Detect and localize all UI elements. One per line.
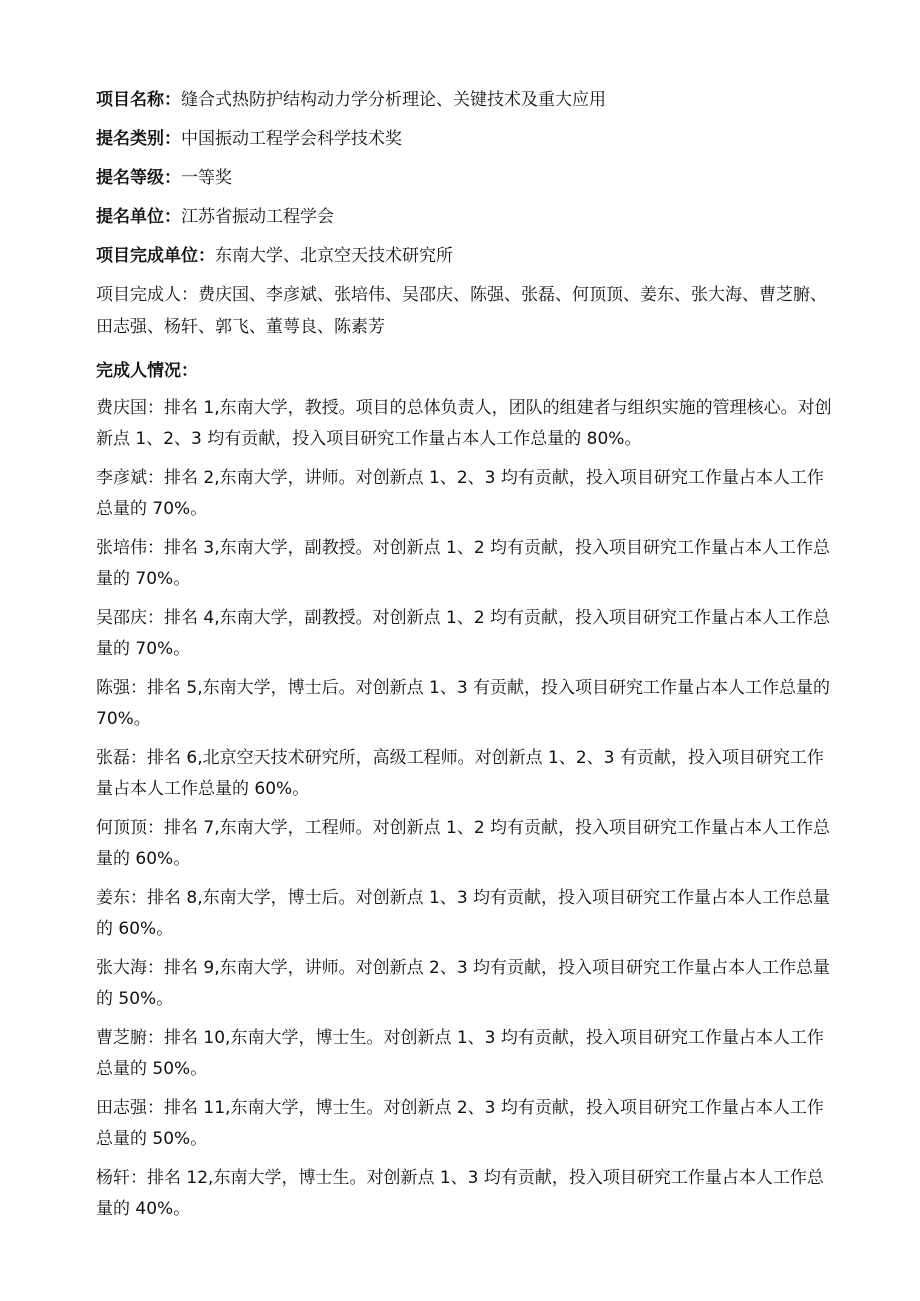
nomination-unit-value: 江苏省振动工程学会 bbox=[181, 207, 334, 227]
person-entry bbox=[96, 603, 832, 665]
nomination-unit-label: 提名单位： bbox=[96, 207, 181, 227]
person-name: 张大海 bbox=[96, 958, 147, 978]
project-name-label: 项目名称： bbox=[96, 90, 181, 110]
person-description: ：排名 1,东南大学，教授。项目的总体负责人，团队的组建者与组织实施的管理核心。对创新点 1、2、3 均有贡献，投入项目研究工作量占本人工作总量的 80%。 bbox=[96, 398, 832, 449]
person-entry bbox=[96, 1023, 832, 1085]
person-description: ：排名 3,东南大学，副教授。对创新点 1、2 均有贡献，投入项目研究工作量占本人工作总量的 70%。 bbox=[96, 538, 831, 589]
section-title: 完成人情况： bbox=[96, 361, 198, 381]
person-name: 费庆国 bbox=[96, 398, 147, 418]
person-entry bbox=[96, 1163, 832, 1225]
person-entry bbox=[96, 1093, 832, 1155]
completion-unit-label: 项目完成单位： bbox=[96, 246, 215, 266]
person-name: 张培伟 bbox=[96, 538, 147, 558]
document-page bbox=[96, 84, 832, 1233]
completers-value: 费庆国、李彦斌、张培伟、吴邵庆、陈强、张磊、何顶顶、姜东、张大海、曹芝腑、田志强、杨轩、郭飞、董萼良、陈素芳 bbox=[96, 285, 827, 337]
person-description: ：排名 6,北京空天技术研究所，高级工程师。对创新点 1、2、3 有贡献，投入项目研究工作量占本人工作总量的 60%。 bbox=[96, 748, 824, 799]
person-description: ：排名 12,东南大学，博士生。对创新点 1、3 均有贡献，投入项目研究工作量占本人工作总量的 40%。 bbox=[96, 1168, 824, 1219]
person-entry bbox=[96, 953, 832, 1015]
completion-unit-value: 东南大学、北京空天技术研究所 bbox=[215, 246, 453, 266]
project-name-line bbox=[96, 84, 832, 116]
nomination-level-line bbox=[96, 162, 832, 194]
person-entry bbox=[96, 883, 832, 945]
person-description: ：排名 4,东南大学，副教授。对创新点 1、2 均有贡献，投入项目研究工作量占本人工作总量的 70%。 bbox=[96, 608, 831, 659]
person-description: ：排名 2,东南大学，讲师。对创新点 1、2、3 均有贡献，投入项目研究工作量占本人工作总量的 70%。 bbox=[96, 468, 824, 519]
nomination-level-label: 提名等级： bbox=[96, 168, 181, 188]
person-name: 陈强 bbox=[96, 678, 130, 698]
completers-label: 项目完成人： bbox=[96, 285, 198, 305]
person-name: 何顶顶 bbox=[96, 818, 147, 838]
person-description: ：排名 9,东南大学，讲师。对创新点 2、3 均有贡献，投入项目研究工作量占本人工作总量的 50%。 bbox=[96, 958, 831, 1009]
project-name-value: 缝合式热防护结构动力学分析理论、关键技术及重大应用 bbox=[181, 90, 606, 110]
person-entry bbox=[96, 463, 832, 525]
nomination-category-value: 中国振动工程学会科学技术奖 bbox=[181, 129, 402, 149]
person-entry bbox=[96, 813, 832, 875]
person-name: 田志强 bbox=[96, 1098, 147, 1118]
person-entry bbox=[96, 743, 832, 805]
person-name: 曹芝腑 bbox=[96, 1028, 147, 1048]
person-name: 姜东 bbox=[96, 888, 130, 908]
person-name: 张磊 bbox=[96, 748, 130, 768]
person-entry bbox=[96, 393, 832, 455]
completers-line bbox=[96, 279, 832, 343]
nomination-category-label: 提名类别： bbox=[96, 129, 181, 149]
nomination-unit-line bbox=[96, 201, 832, 233]
person-name: 杨轩 bbox=[96, 1168, 130, 1188]
person-description: ：排名 11,东南大学，博士生。对创新点 2、3 均有贡献，投入项目研究工作量占本人工作总量的 50%。 bbox=[96, 1098, 824, 1149]
people-list bbox=[96, 393, 832, 1225]
completion-unit-line bbox=[96, 240, 832, 272]
person-name: 李彦斌 bbox=[96, 468, 147, 488]
person-entry bbox=[96, 673, 832, 735]
nomination-level-value: 一等奖 bbox=[181, 168, 232, 188]
person-description: ：排名 8,东南大学，博士后。对创新点 1、3 均有贡献，投入项目研究工作量占本人工作总量的 60%。 bbox=[96, 888, 831, 939]
nomination-category-line bbox=[96, 123, 832, 155]
person-description: ：排名 7,东南大学，工程师。对创新点 1、2 均有贡献，投入项目研究工作量占本人工作总量的 60%。 bbox=[96, 818, 831, 869]
person-description: ：排名 10,东南大学，博士生。对创新点 1、3 均有贡献，投入项目研究工作量占本人工作总量的 50%。 bbox=[96, 1028, 824, 1079]
person-name: 吴邵庆 bbox=[96, 608, 147, 628]
person-entry bbox=[96, 533, 832, 595]
person-description: ：排名 5,东南大学，博士后。对创新点 1、3 有贡献，投入项目研究工作量占本人工作总量的 70%。 bbox=[96, 678, 831, 729]
